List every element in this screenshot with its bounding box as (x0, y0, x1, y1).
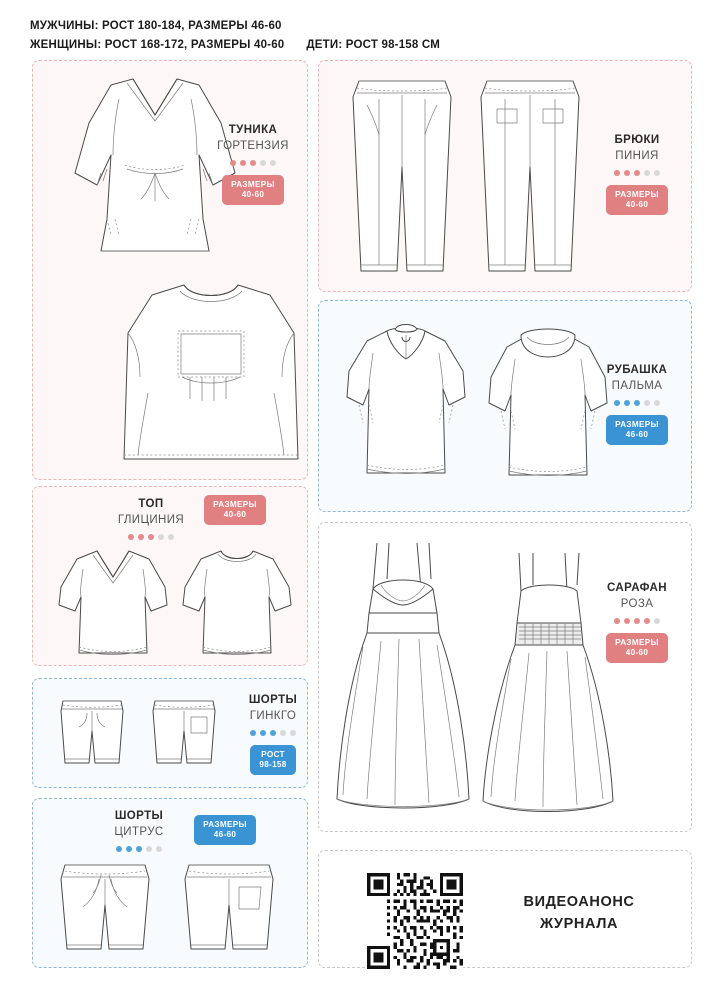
trousers-model: ПИНИЯ (615, 150, 659, 162)
header-women: ЖЕНЩИНЫ: РОСТ 168-172, РАЗМЕРЫ 40-60 (30, 39, 285, 51)
card-tunic[interactable] (32, 60, 308, 480)
top-back-illustration (181, 543, 293, 661)
trousers-badge-line1: РАЗМЕРЫ (615, 190, 659, 199)
shorts-ginkgo-label (225, 693, 321, 775)
tunic-back-illustration (118, 273, 304, 471)
promo-title (479, 891, 679, 935)
shorts-ginkgo-badge-line2: 98-158 (259, 760, 287, 769)
shorts-citrus-difficulty-dots (89, 846, 189, 852)
shorts-ginkgo-model: ГИНКГО (249, 710, 297, 722)
shorts-ginkgo-name: ШОРТЫ (248, 694, 298, 706)
shirt-name: РУБАШКА (606, 364, 668, 376)
shorts-citrus-model: ЦИТРУС (114, 826, 164, 838)
tunic-name: ТУНИКА (228, 124, 278, 136)
tunic-badge-line2: 40-60 (241, 190, 265, 199)
top-model: ГЛИЦИНИЯ (117, 514, 185, 526)
top-badge-line2: 40-60 (223, 510, 247, 519)
promo-title-line2: ЖУРНАЛА (539, 916, 619, 932)
shorts-citrus-badge-line1: РАЗМЕРЫ (203, 820, 247, 829)
card-shorts-ginkgo[interactable] (32, 678, 308, 788)
shorts-citrus-size-badge[interactable] (194, 815, 256, 845)
shirt-front-illustration (343, 313, 469, 499)
tunic-size-badge[interactable] (222, 175, 284, 205)
top-size-badge[interactable] (204, 495, 266, 525)
tunic-badge-line1: РАЗМЕРЫ (231, 180, 275, 189)
qr-code[interactable] (367, 873, 463, 969)
shorts-ginkgo-difficulty-dots (225, 730, 321, 736)
shirt-badge-line1: РАЗМЕРЫ (615, 420, 659, 429)
top-name: ТОП (138, 498, 164, 510)
sundress-difficulty-dots (587, 618, 687, 624)
shirt-model: ПАЛЬМА (611, 380, 663, 392)
shirt-badge-line2: 46-60 (625, 430, 649, 439)
trousers-name: БРЮКИ (614, 134, 660, 146)
card-shorts-citrus[interactable] (32, 798, 308, 968)
top-front-illustration (57, 543, 169, 661)
shorts-citrus-label (89, 809, 189, 852)
card-shirt[interactable] (318, 300, 692, 512)
trousers-back-illustration (475, 75, 585, 281)
top-badge-wrap (185, 495, 285, 525)
promo-title-line1: ВИДЕОАНОНС (523, 894, 635, 910)
shorts-citrus-badge-line2: 46-60 (213, 830, 237, 839)
sundress-name: САРАФАН (607, 582, 667, 594)
shorts-ginkgo-size-badge[interactable] (250, 745, 295, 775)
shorts-ginkgo-front-illustration (57, 697, 127, 771)
trousers-badge-line2: 40-60 (625, 200, 649, 209)
trousers-difficulty-dots (587, 170, 687, 176)
shorts-citrus-name: ШОРТЫ (114, 810, 164, 822)
card-sundress[interactable] (318, 522, 692, 832)
sundress-model: РОЗА (620, 598, 654, 610)
header-line-men: МУЖЧИНЫ: РОСТ 180-184, РАЗМЕРЫ 46-60 (30, 20, 282, 32)
sundress-badge-line1: РАЗМЕРЫ (615, 638, 659, 647)
top-difficulty-dots (101, 534, 201, 540)
shorts-citrus-back-illustration (181, 861, 277, 957)
top-badge-line1: РАЗМЕРЫ (213, 500, 257, 509)
trousers-label (587, 133, 687, 215)
shirt-difficulty-dots (587, 400, 687, 406)
sundress-badge-line2: 40-60 (625, 648, 649, 657)
sundress-label (587, 581, 687, 663)
tunic-model: ГОРТЕНЗИЯ (217, 140, 289, 152)
shorts-citrus-front-illustration (57, 861, 153, 957)
trousers-size-badge[interactable] (606, 185, 668, 215)
card-top[interactable] (32, 486, 308, 666)
sundress-size-badge[interactable] (606, 633, 668, 663)
shorts-ginkgo-back-illustration (149, 697, 219, 771)
tunic-label (201, 123, 305, 205)
shorts-citrus-badge-wrap (175, 815, 275, 845)
card-trousers[interactable] (318, 60, 692, 292)
shirt-size-badge[interactable] (606, 415, 668, 445)
sundress-front-illustration (333, 537, 473, 819)
tunic-difficulty-dots (201, 160, 305, 166)
shorts-ginkgo-badge-line1: РОСТ (261, 750, 285, 759)
trousers-front-illustration (347, 75, 457, 281)
card-video-promo[interactable] (318, 850, 692, 968)
shirt-label (587, 363, 687, 445)
header-kids: ДЕТИ: РОСТ 98-158 СМ (306, 39, 441, 51)
